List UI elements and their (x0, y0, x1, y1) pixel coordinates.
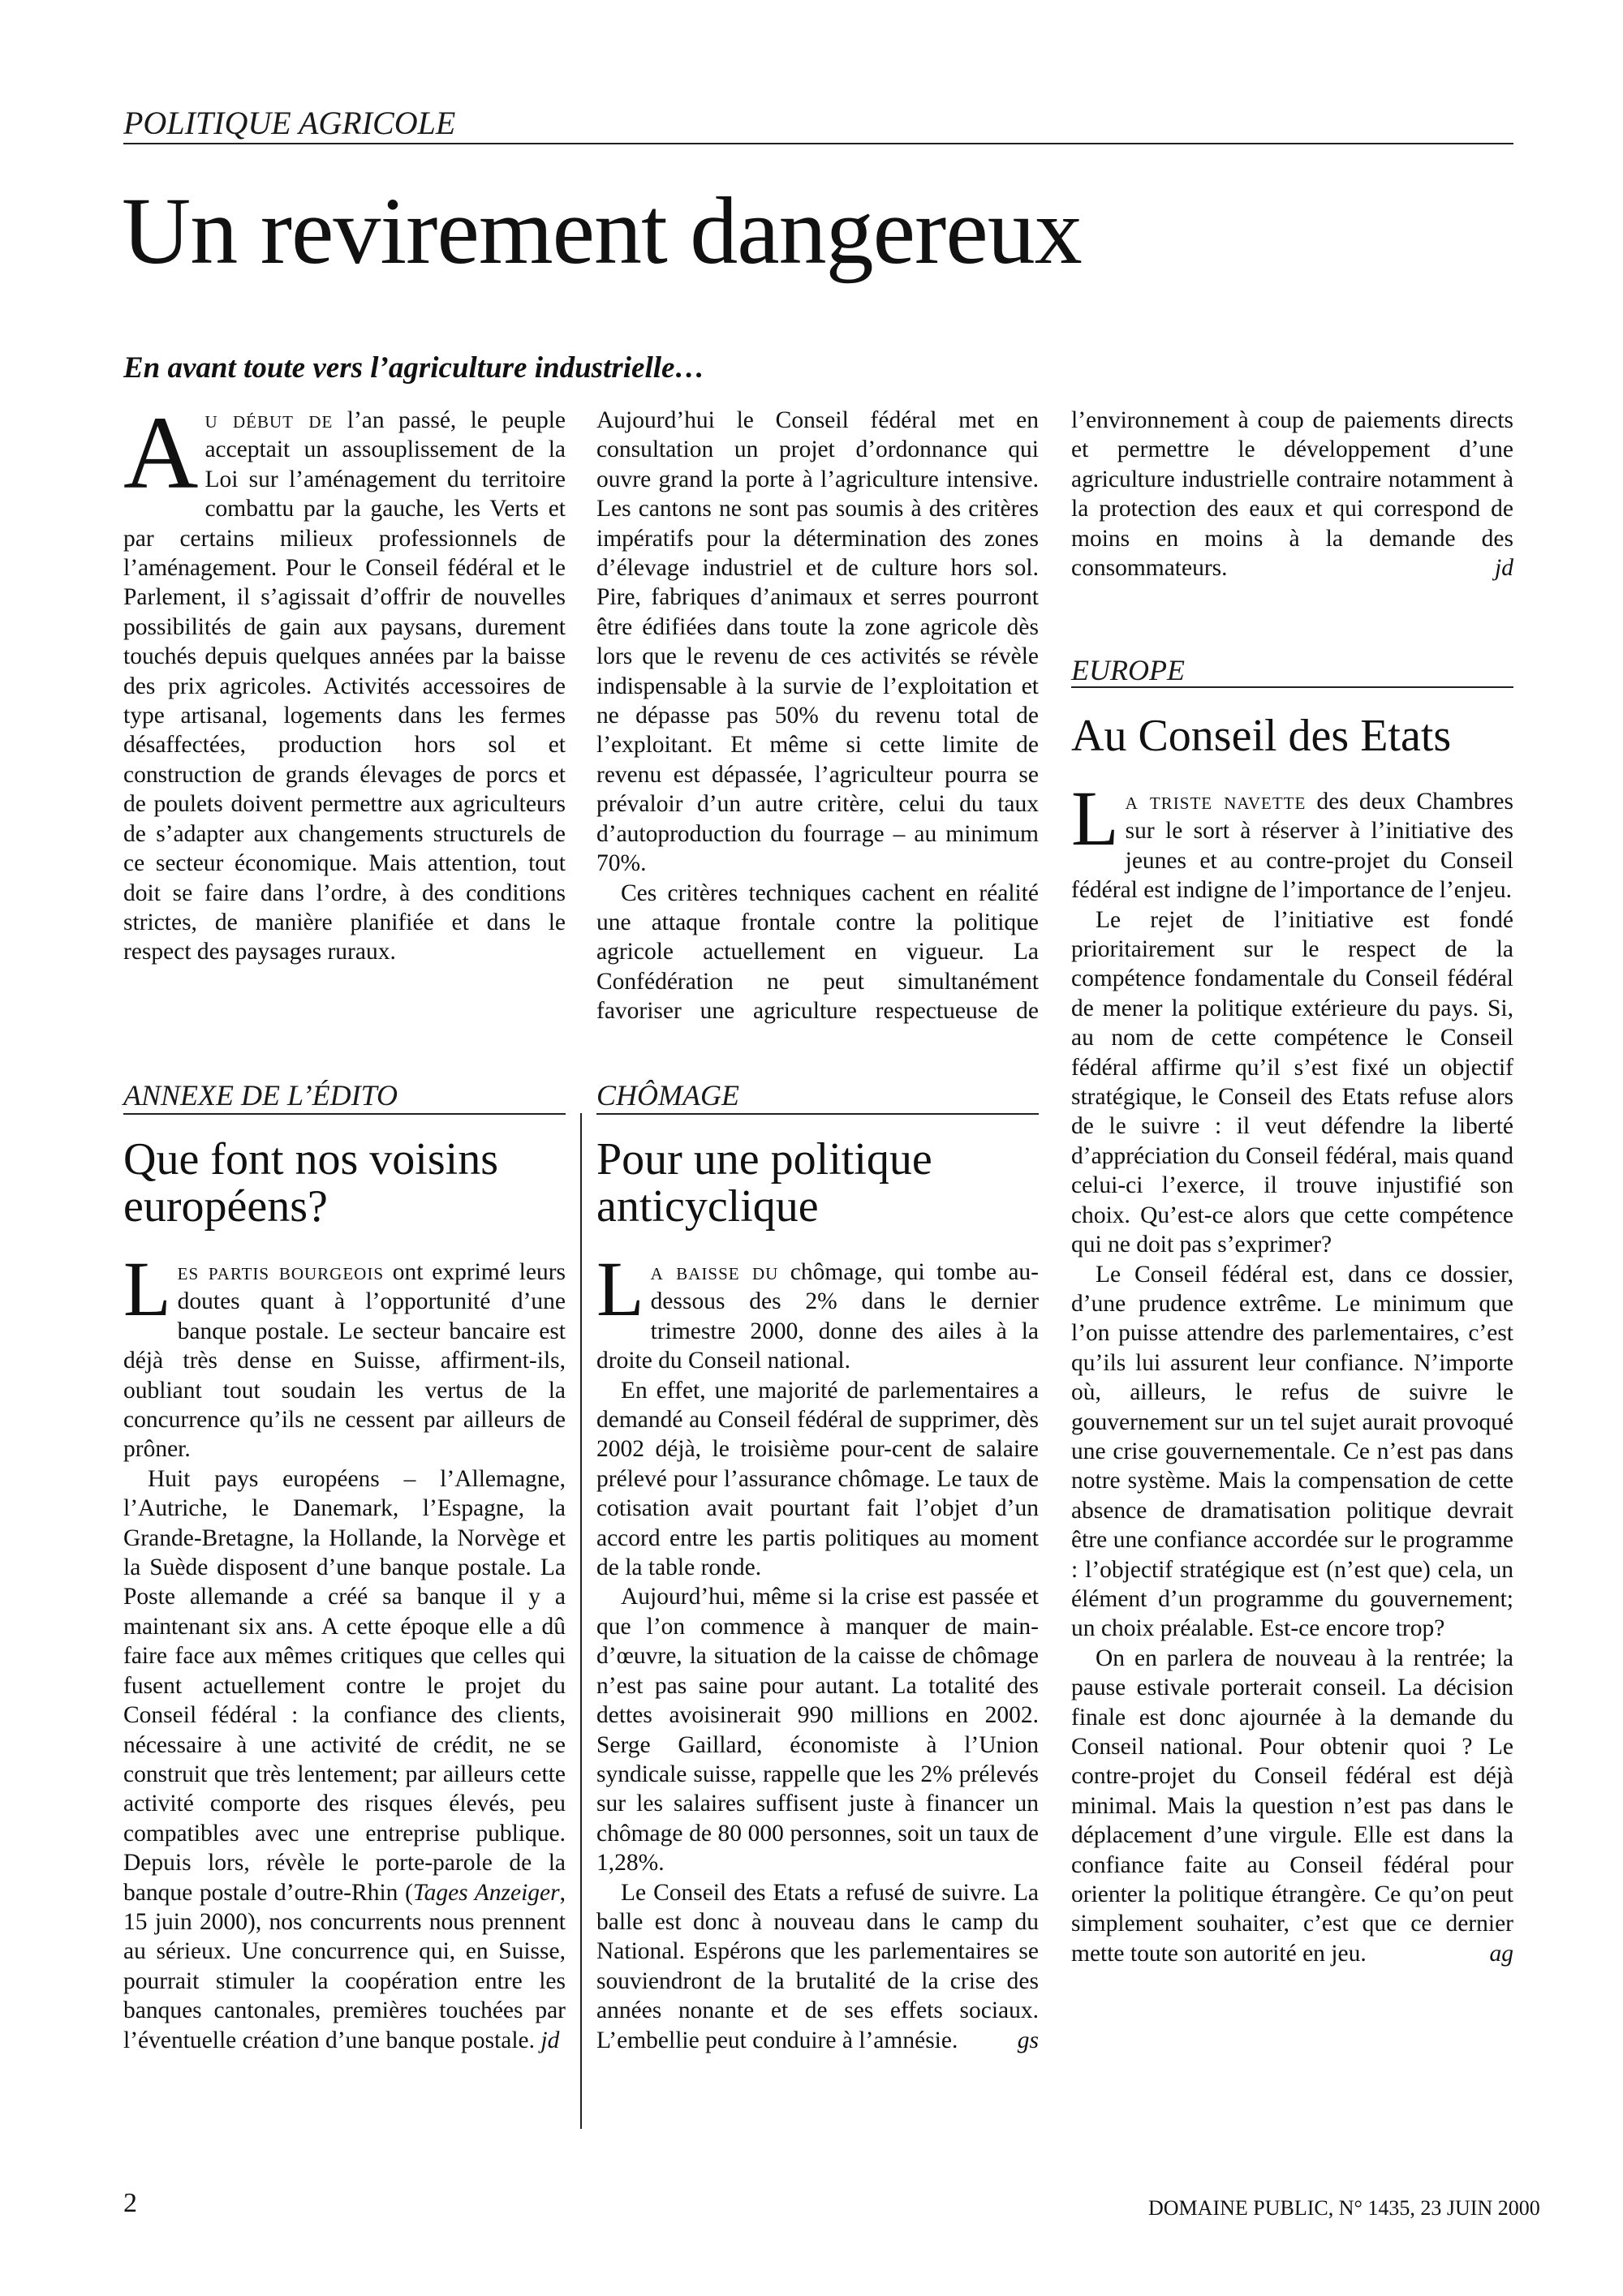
signature-gs: gs (1017, 2027, 1039, 2053)
main-article-paragraph-1 (123, 395, 566, 967)
annexe-paragraph-2 (123, 1464, 566, 2055)
paragraph-text: Aujourd’hui le Conseil fédéral met en consultation un projet d’ordonnance qui ouvre grand la porte à l’agriculture intensive. Les cantons ne sont pas soumis à des critères impératifs pour la détermination des zones d’élevage industriel et de culture hors sol. Pire, fabriques d’animaux et serres pourront être édifiées dans toute la zone agricole dès lors que le revenu de ces activités se révèle indispensable à la survie de l’exploitation et ne dépasse pas 50% du revenu total de l’exploitant. Et même si cette limite de revenu est dépassée, l’agriculteur pourra se prévaloir d’un autre critère, celui du taux d’autoproduction du fourrage – au minimum 70%. (596, 407, 1039, 877)
chomage-title: Pour une politique anticyclique (596, 1134, 932, 1232)
section-label-politique-agricole: POLITIQUE AGRICOLE (123, 105, 456, 141)
annexe-paragraph-1 (123, 1258, 566, 1464)
paragraph-text: Aujourd’hui, même si la crise est passée et que l’on commence à manquer de main-d’œuvre, la situation de la caisse de chômage n’est pas saine pour autant. La totalité des dettes avoisinerait 990 millions en 2002. Serge Gaillard, économiste à l’Union syndicale suisse, rappelle que les 2% prélevés sur les salaires suffisent juste à financer un chômage de 80 000 personnes, soit un taux de 1,28%. (596, 1584, 1039, 1877)
lead-smallcaps: a triste navette (1125, 789, 1307, 815)
paragraph-text: ont exprimé leurs doutes quant à l’opportunité d’une banque postale. Le secteur bancaire est déjà très dense en Suisse, affirment-ils, oubliant tout soudain les vertus de la concurrence qu’ils ne cessent par ailleurs de prôner. (123, 1259, 566, 1463)
section-label-chomage: CHÔMAGE (596, 1079, 739, 1111)
annexe-rule (123, 1113, 566, 1115)
chomage-paragraph-3 (596, 1582, 1039, 1877)
europe-paragraph-4 (1071, 1644, 1513, 1968)
lead-smallcaps: es partis bourgeois (177, 1259, 385, 1285)
europe-paragraph-1 (1071, 787, 1513, 905)
paragraph-text: , 15 juin 2000), nos concurrents nous prennent au sérieux. Une concurrence qui, en Suisse, pourrait stimuler la coopération entre les banques cantonales, premières touchées par l’éventuelle création d’une banque postale. (123, 1879, 566, 2053)
lead-smallcaps: u début de (204, 407, 334, 433)
paragraph-text: Le rejet de l’initiative est fondé prioritairement sur le respect de la compétence fondamentale du Conseil fédéral de mener la politique extérieure du pays. Si, au nom de cette compétence le Conseil fédéral affirme qu’il s’est fixé un objectif stratégique, le Conseil des Etats refuse alors de le suivre : il veut défendre la liberté d’appréciation du Conseil fédéral, mais quand celui-ci l’exerce, il trouve injustifié son choix. Qu’est-ce alors que cette compétence qui ne doit pas s’exprimer? (1071, 906, 1513, 1258)
europe-paragraph-3 (1071, 1260, 1513, 1644)
europe-column (1071, 787, 1513, 2142)
europe-rule (1071, 686, 1513, 688)
dropcap: L (596, 1258, 644, 1332)
annexe-title: Que font nos voisins européens? (123, 1134, 498, 1232)
chomage-paragraph-2 (596, 1376, 1039, 1583)
paragraph-text: On en parlera de nouveau à la rentrée; la pause estivale porterait conseil. La décision finale est donc ajournée à la demande du Conseil national. Pour obtenir quoi ? Le contre-projet du Conseil fédéral est déjà minimal. Mais la question n’est pas dans le déplacement d’une virgule. Elle est dans la confiance faite au Conseil fédéral pour orienter la politique étrangère. Ce qu’on peut simplement souhaiter, c’est que ce dernier mette toute son autorité en jeu. (1071, 1645, 1513, 1967)
chomage-paragraph-4 (596, 1878, 1039, 2055)
paragraph-text: Le Conseil fédéral est, dans ce dossier, d’une prudence extrême. Le minimum que l’on puisse attendre des parlementaires, c’est qu’ils lui assurent leur confiance. N’importe où, ailleurs, le refus de suivre le gouvernement sur un tel sujet aurait provoqué une crise gouvernementale. Ce n’est pas dans notre système. Mais la compensation de cette absence de dramatisation politique devrait être une confiance accordée sur le programme : l’objectif stratégique est (n’est que) cela, un élément d’un programme du gouvernement; un choix préalable. Est-ce encore trop? (1071, 1261, 1513, 1642)
chomage-paragraph-1 (596, 1258, 1039, 1376)
header-rule (123, 143, 1513, 144)
annexe-column (123, 1258, 566, 2134)
deck-subtitle: En avant toute vers l’agriculture industrielle… (123, 351, 705, 385)
dropcap: L (123, 1258, 171, 1332)
lead-smallcaps: a baisse du (650, 1259, 779, 1285)
paragraph-text: chômage, qui tombe au-dessous des 2% dans le dernier trimestre 2000, donne des ailes à la droite du Conseil national. (596, 1259, 1039, 1374)
paragraph-text: Le Conseil des Etats a refusé de suivre. La balle est donc à nouveau dans le camp du National. Espérons que les parlementaires se souviendront de la brutalité de la crise des années nonante et de ses effets sociaux. L’embellie peut conduire à l’amnésie. (596, 1879, 1039, 2053)
dropcap: L (1071, 787, 1119, 862)
column-divider (580, 1113, 582, 2129)
main-article-column-1 (123, 395, 566, 1055)
signature-jd: jd (540, 2027, 560, 2053)
paragraph-text: l’an passé, le peuple acceptait un assouplissement de la Loi sur l’aménagement du territoire combattu par la gauche, les Verts et par certains milieux professionnels de l’aménagement. Pour le Conseil fédéral et le Parlement, il s’agissait d’offrir de nouvelles possibilités de gain aux paysans, durement touchés depuis quelques années par la baisse des prix agricoles. Activités accessoires de type artisanal, logements dans les fermes désaffectées, production hors sol et construction de grands élevages de porcs et de poulets doivent permettre aux agriculteurs de s’adapter aux changements structurels de ce secteur économique. Mais attention, tout doit se faire dans l’ordre, à des conditions strictes, de manière planifiée et dans le respect des paysages ruraux. (123, 407, 566, 965)
chomage-rule (596, 1113, 1039, 1115)
dropcap: A (123, 395, 199, 510)
signature-jd: jd (1495, 555, 1513, 582)
page-number: 2 (123, 2188, 137, 2218)
paragraph-text: Huit pays européens – l’Allemagne, l’Autriche, le Danemark, l’Espagne, la Grande-Bretagne, la Hollande, la Norvège et la Suède disposent d’une banque postale. La Poste allemande a créé sa banque il y a maintenant six ans. A cette époque elle a dû faire face aux mêmes critiques que celles qui fusent actuellement contre le projet du Conseil fédéral : la confiance des clients, nécessaire à une activité de crédit, ne se construit que très lentement; par ailleurs cette activité comporte des risques élevés, peu compatibles avec une entreprise publique. Depuis lors, révèle le porte-parole de la banque postale d’outre-Rhin ( (123, 1465, 566, 1906)
paragraph-text: Ces critères techniques cachent en réalité une attaque frontale contre la politique agricole actuellement en vigueur. La Confédération ne peut simultanément favoriser une agriculture respectueuse de l’environnement à coup de paiements directs et permettre le développement d’une agriculture industrielle contraire notamment à la protection des eaux et qui correspond de moins en moins à la demande des consommateurs. (596, 407, 1513, 1025)
section-label-europe: EUROPE (1071, 654, 1185, 686)
chomage-column (596, 1258, 1039, 2134)
signature-ag: ag (1489, 1940, 1513, 1967)
paragraph-text: En effet, une majorité de parlementaires a demandé au Conseil fédéral de supprimer, dès 2002 déjà, le troisième pour-cent de salaire prélevé pour l’assurance chômage. Le taux de cotisation avait pourtant fait l’objet d’un accord entre les partis politiques au moment de la table ronde. (596, 1377, 1039, 1581)
section-label-annexe: ANNEXE DE L’ÉDITO (123, 1079, 398, 1111)
source-title: Tages Anzeiger (412, 1879, 560, 1906)
europe-paragraph-2 (1071, 905, 1513, 1260)
europe-title: Au Conseil des Etats (1071, 711, 1452, 761)
publication-footer: DOMAINE PUBLIC, N° 1435, 23 JUIN 2000 (1148, 2196, 1540, 2220)
main-headline: Un revirement dangereux (122, 178, 1082, 284)
paragraph-text: des deux Chambres sur le sort à réserver à l’initiative des jeunes et au contre-projet du Conseil fédéral est indigne de l’importance de l’enjeu. (1071, 789, 1513, 904)
main-article-paragraph-2 (596, 406, 1039, 879)
